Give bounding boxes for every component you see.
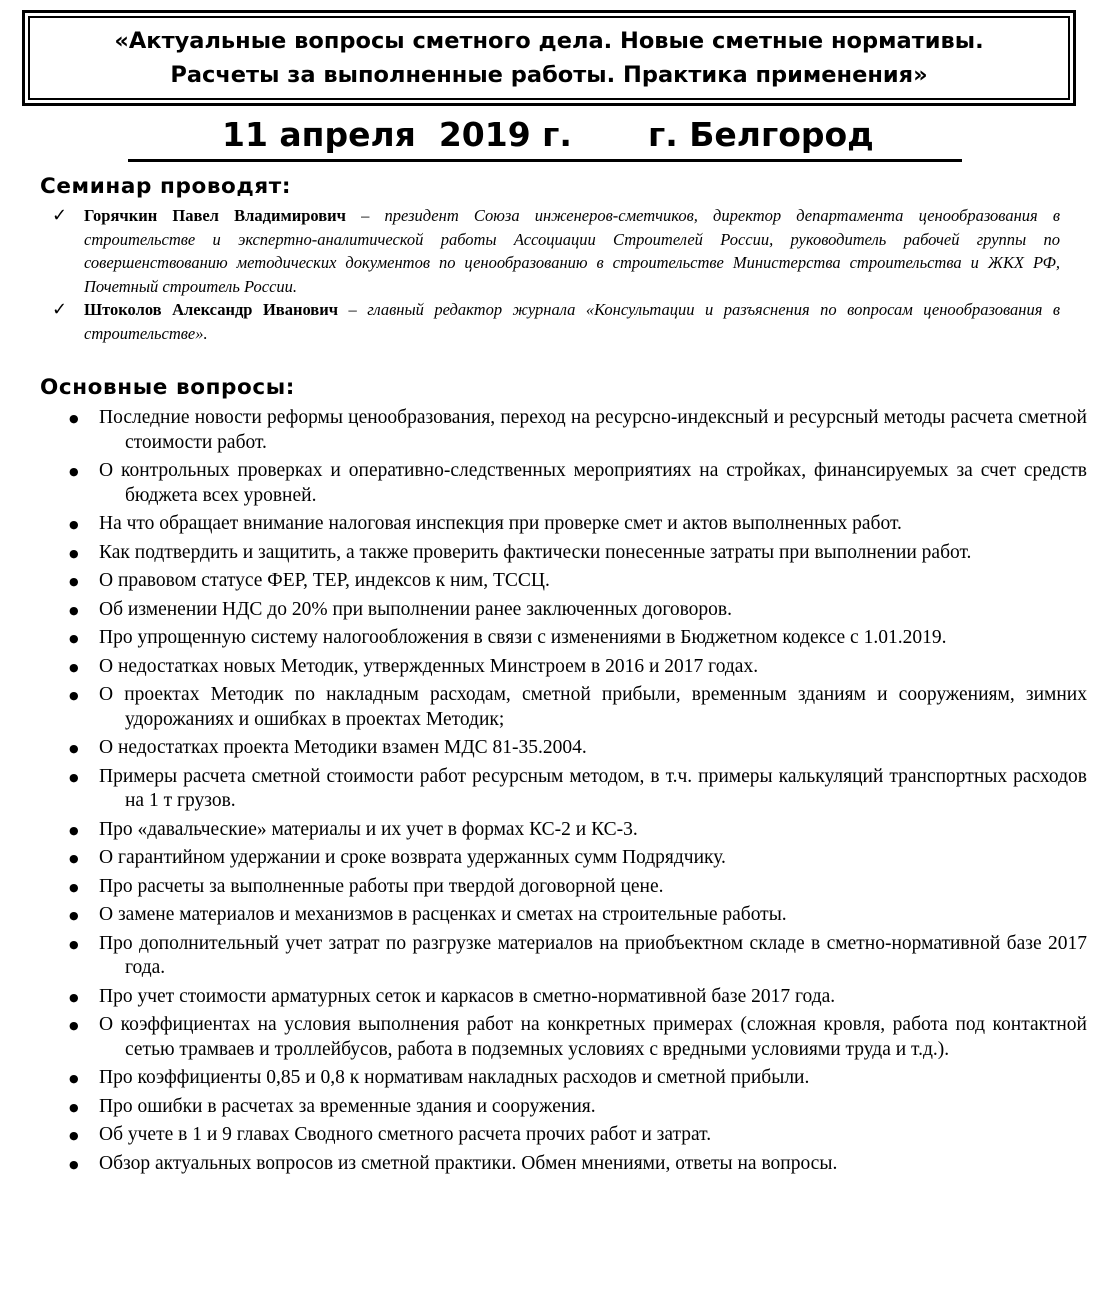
- issue-item: [0, 459, 1099, 508]
- bullet-icon: ●: [69, 546, 79, 560]
- event-city: г. Белгород: [648, 115, 874, 154]
- issue-text: Последние новости реформы ценообразования, переход на ресурсно-индексный и ресурсный методы расчета сметной стоимости работ.: [99, 407, 1087, 453]
- issue-item: [0, 846, 1099, 871]
- issue-text: О контрольных проверках и оперативно-следственных мероприятиях на стройках, финансируемых за счет средств бюджета всех уровней.: [99, 460, 1087, 506]
- bullet-icon: ●: [69, 823, 79, 837]
- title-line-1: «Актуальные вопросы сметного дела. Новые сметные нормативы.: [114, 28, 984, 54]
- issue-item: [0, 655, 1099, 680]
- presenter-role: главный редактор журнала «Консультации и разъяснения по вопросам ценообразования в строительстве».: [84, 300, 1061, 343]
- presenter-role: президент Союза инженеров-сметчиков, директор департамента ценообразования в строительстве и экспертно-аналитической работы Ассоциации Строителей России, руководитель рабочей группы по совершенствованию методических документов по ценообразованию в строительстве Министерства строительства и ЖКХ РФ, Почетный строитель России.: [84, 206, 1060, 296]
- issue-text: Про ошибки в расчетах за временные здания и сооружения.: [99, 1095, 596, 1117]
- issue-text: О недостатках проекта Методики взамен МДС 81-35.2004.: [99, 737, 587, 758]
- bullet-icon: ●: [69, 575, 79, 588]
- presenter-dash: –: [338, 300, 368, 319]
- issue-text: Примеры расчета сметной стоимости работ ресурсным методом, в т.ч. примеры калькуляций транспортных расходов на 1 т грузов.: [99, 765, 1087, 811]
- issue-text: О недостатках новых Методик, утвержденных Минстроем в 2016 и 2017 годах.: [99, 655, 759, 677]
- issue-text: Про учет стоимости арматурных сеток и каркасов в сметно-нормативной базе 2017 года.: [99, 985, 836, 1007]
- issue-item: [0, 903, 1099, 928]
- issue-item: [0, 875, 1099, 900]
- date-location-line: [128, 112, 962, 162]
- bullet-icon: ●: [69, 465, 79, 478]
- bullet-icon: ●: [69, 412, 79, 425]
- issue-text: Обзор актуальных вопросов из сметной практики. Обмен мнениями, ответы на вопросы.: [99, 1152, 838, 1174]
- presenter-name: Горячкин Павел Владимирович: [84, 206, 346, 225]
- issue-text: О замене материалов и механизмов в расценках и сметах на строительные работы.: [99, 904, 787, 925]
- presenter-item: [0, 204, 1099, 298]
- presenters-list: [0, 204, 1099, 345]
- bullet-icon: ●: [69, 603, 79, 617]
- issue-item: [0, 818, 1099, 843]
- event-date: 11 апреля 2019 г.: [222, 115, 572, 154]
- issue-text: О проектах Методик по накладным расходам, сметной прибыли, временным зданиям и сооружениям, зимних удорожаниях и ошибках в проектах Методик;: [99, 684, 1087, 730]
- issue-item: [0, 512, 1099, 537]
- issue-item: [0, 736, 1099, 761]
- bullet-icon: ●: [69, 689, 79, 702]
- issue-item: [0, 406, 1099, 455]
- issue-text: О коэффициентах на условия выполнения работ на конкретных примерах (сложная кровля, работа под контактной сетью трамваев и троллейбусов, работа в подземных условиях с вредными условиями труда и т.д.).: [99, 1014, 1087, 1060]
- issue-item: [0, 1123, 1099, 1148]
- presenter-text: [84, 204, 1060, 298]
- bullet-icon: ●: [69, 770, 79, 784]
- issue-item: [0, 932, 1099, 981]
- bullet-icon: ●: [69, 1019, 79, 1032]
- issue-text: О гарантийном удержании и сроке возврата удержанных сумм Подрядчику.: [99, 847, 726, 868]
- issue-text: Про упрощенную систему налогообложения в связи с изменениями в Бюджетном кодексе с 1.01.2019.: [99, 627, 947, 648]
- bullet-icon: ●: [69, 990, 79, 1004]
- issue-text: Про коэффициенты 0,85 и 0,8 к нормативам накладных расходов и сметной прибыли.: [99, 1067, 810, 1088]
- issue-item: [0, 1152, 1099, 1177]
- bullet-icon: ●: [69, 742, 79, 755]
- bullet-icon: ●: [69, 1129, 79, 1142]
- presenter-item: [0, 298, 1099, 345]
- presenter-name: Штоколов Александр Иванович: [84, 300, 339, 319]
- issues-list: [0, 406, 1099, 1180]
- presenter-dash: –: [345, 206, 385, 225]
- check-icon: ✓: [52, 299, 68, 320]
- title-inner-frame: [28, 16, 1070, 100]
- issue-text: Про «давальческие» материалы и их учет в формах КС-2 и КС-3.: [99, 818, 638, 840]
- issue-text: Об изменении НДС до 20% при выполнении ранее заключенных договоров.: [99, 598, 732, 620]
- bullet-icon: ●: [69, 852, 79, 865]
- bullet-icon: ●: [69, 1072, 79, 1085]
- bullet-icon: ●: [69, 518, 79, 531]
- issue-text: На что обращает внимание налоговая инспекция при проверке смет и актов выполненных работ.: [99, 513, 902, 534]
- issue-item: [0, 1066, 1099, 1091]
- title-frame: [22, 10, 1076, 106]
- bullet-icon: ●: [69, 880, 79, 894]
- issue-item: [0, 985, 1099, 1010]
- issues-heading: Основные вопросы:: [40, 375, 295, 400]
- check-icon: ✓: [52, 205, 68, 226]
- bullet-icon: ●: [69, 632, 79, 645]
- presenter-text: [84, 298, 1060, 345]
- bullet-icon: ●: [69, 660, 79, 674]
- issue-item: [0, 569, 1099, 594]
- issue-item: [0, 598, 1099, 623]
- issue-item: [0, 626, 1099, 651]
- issue-item: [0, 765, 1099, 814]
- bullet-icon: ●: [69, 1157, 79, 1171]
- issue-item: [0, 541, 1099, 566]
- bullet-icon: ●: [69, 1100, 79, 1114]
- issue-item: [0, 683, 1099, 732]
- issue-text: Про дополнительный учет затрат по разгрузке материалов на приобъектном складе в сметно-нормативной базе 2017 года.: [99, 932, 1087, 978]
- issue-text: Про расчеты за выполненные работы при твердой договорной цене.: [99, 875, 664, 897]
- bullet-icon: ●: [69, 937, 79, 951]
- bullet-icon: ●: [69, 909, 79, 922]
- issue-item: [0, 1013, 1099, 1062]
- title-line-2: Расчеты за выполненные работы. Практика применения»: [170, 62, 928, 88]
- issue-text: О правовом статусе ФЕР, ТЕР, индексов к ним, ТССЦ.: [99, 570, 550, 591]
- presenters-heading: Семинар проводят:: [40, 174, 292, 199]
- issue-text: Об учете в 1 и 9 главах Сводного сметного расчета прочих работ и затрат.: [99, 1124, 712, 1145]
- issue-text: Как подтвердить и защитить, а также проверить фактически понесенные затраты при выполнении работ.: [99, 541, 972, 563]
- issue-item: [0, 1095, 1099, 1120]
